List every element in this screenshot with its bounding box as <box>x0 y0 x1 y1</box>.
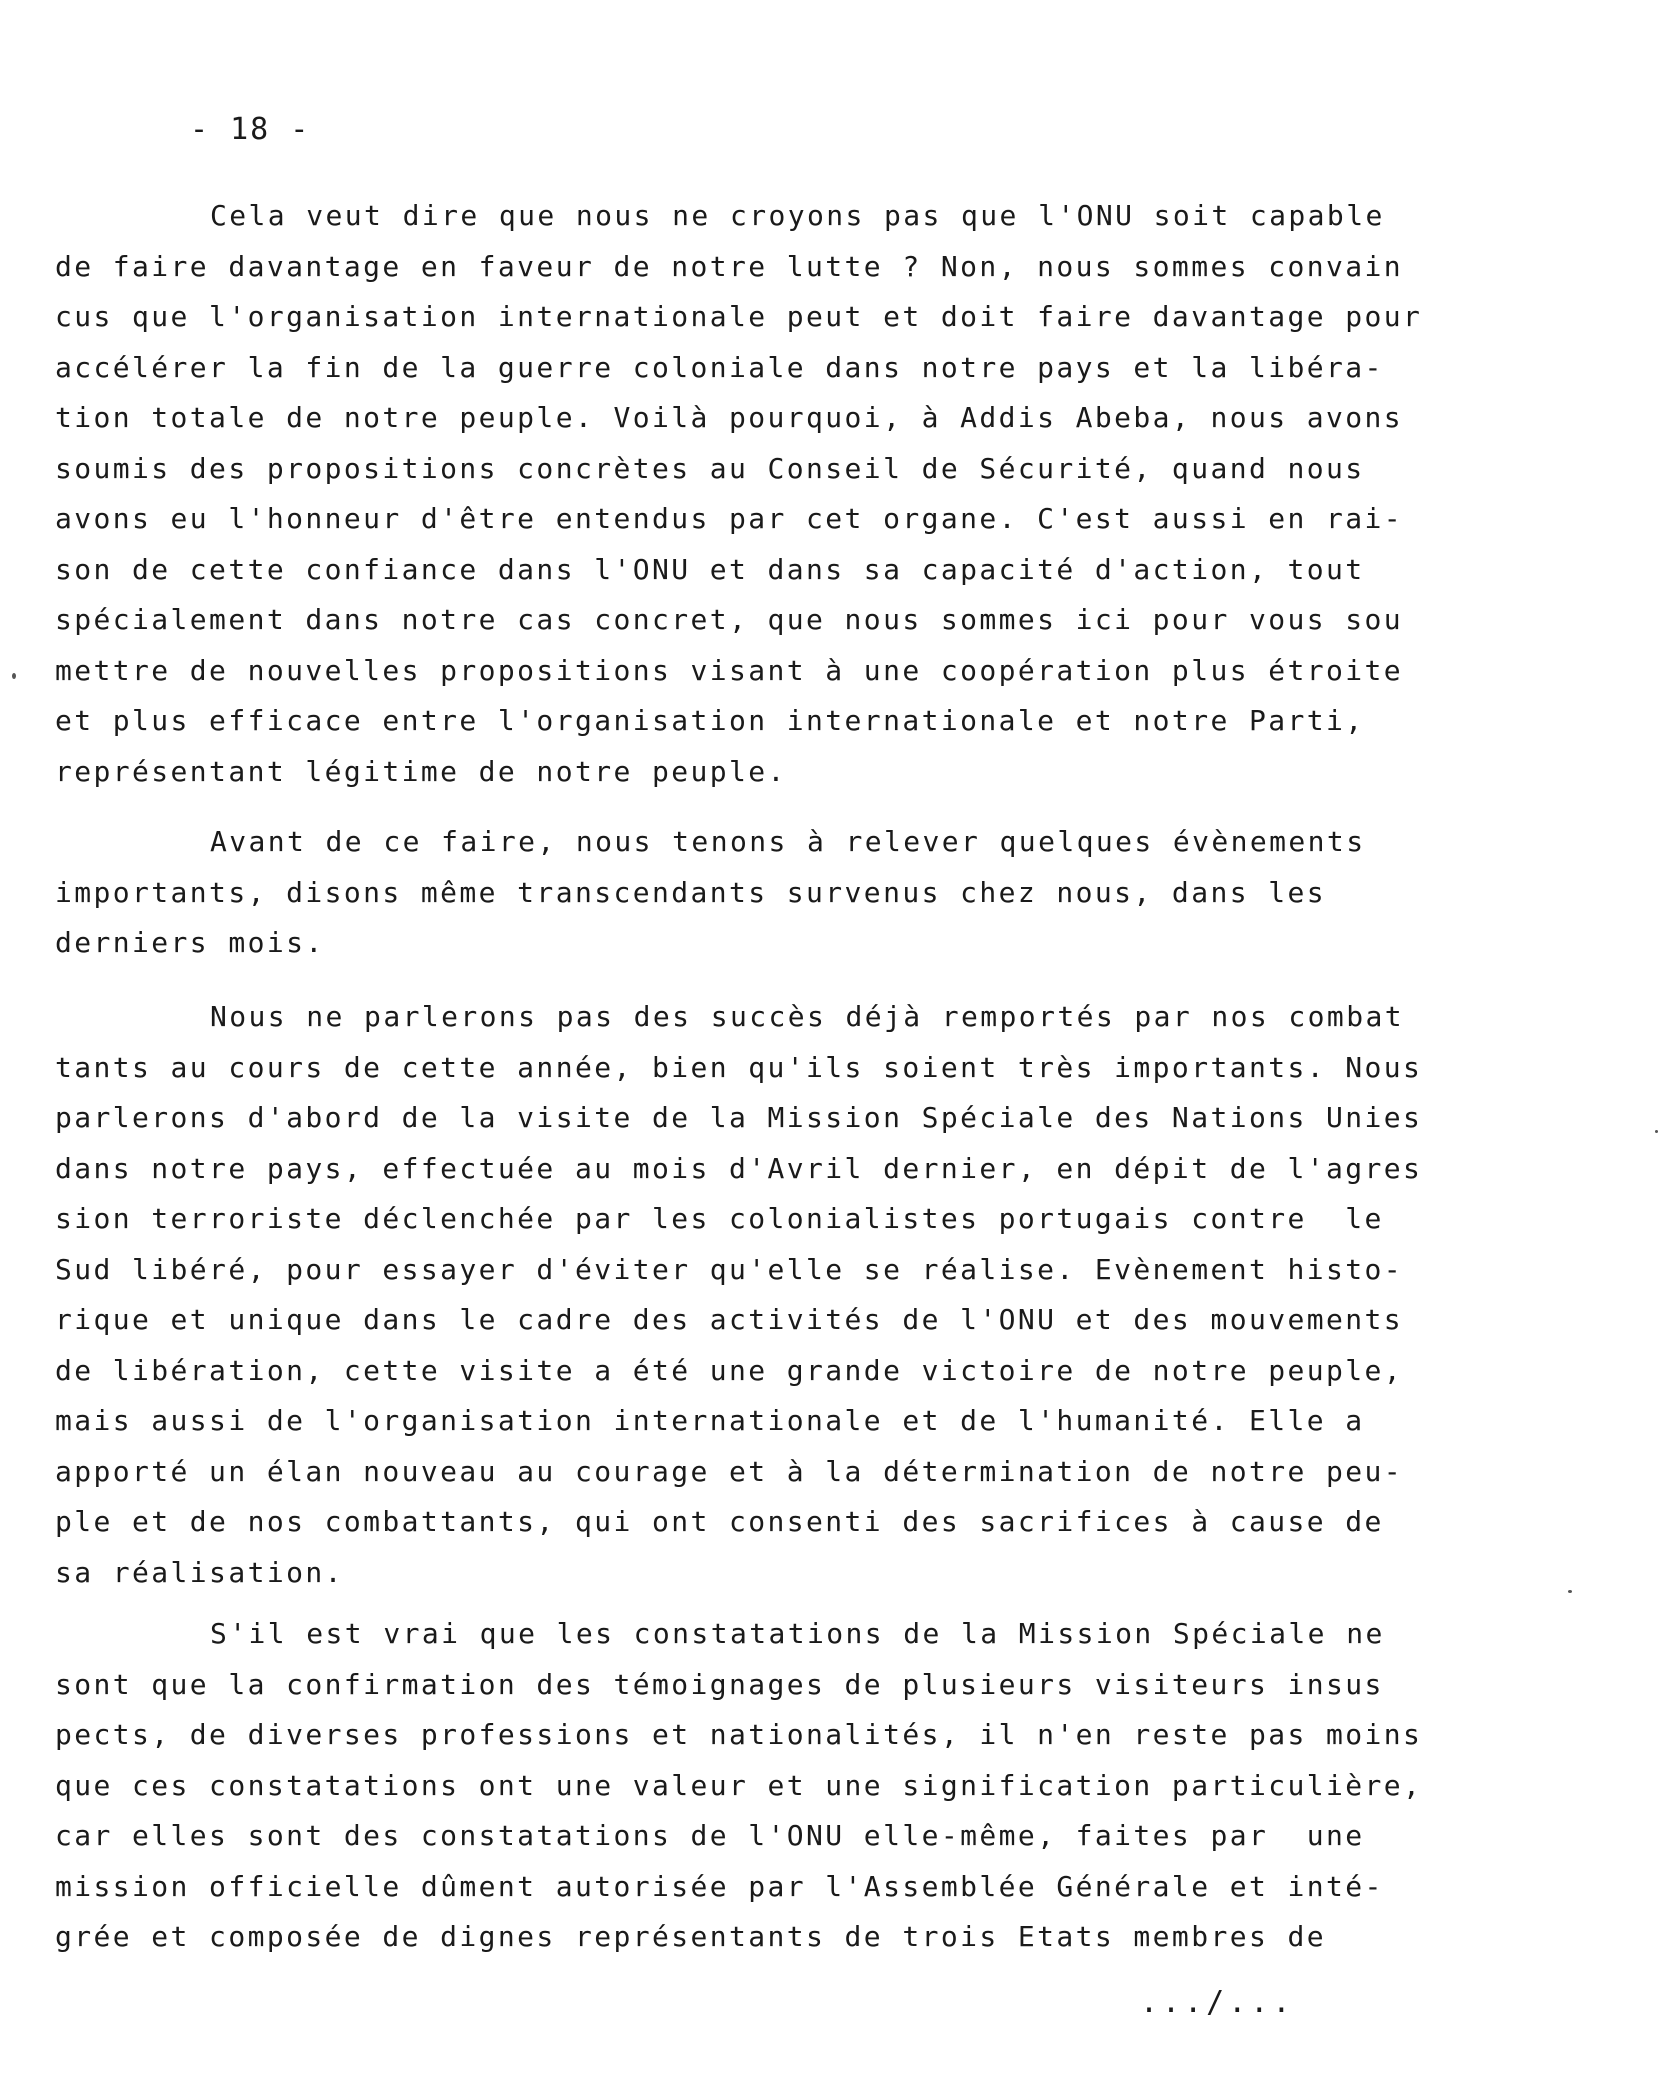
text-line: sont que la confirmation des témoignages de plusieurs visiteurs insus <box>55 1667 1384 1701</box>
text-line: tants au cours de cette année, bien qu'ils soient très importants. Nous <box>55 1050 1423 1084</box>
text-line: ple et de nos combattants, qui ont consenti des sacrifices à cause de <box>55 1505 1384 1538</box>
paragraph-4 <box>55 1609 1445 1963</box>
text-line: Sud libéré, pour essayer d'éviter qu'elle se réalise. Evènement histo- <box>55 1252 1404 1286</box>
text-line: avons eu l'honneur d'être entendus par cet organe. C'est aussi en rai- <box>55 502 1404 535</box>
scan-speck <box>12 673 16 679</box>
text-line: Avant de ce faire, nous tenons à relever quelques évènements <box>210 825 1366 858</box>
text-line: car elles sont des constatations de l'ONU elle-même, faites par une <box>55 1819 1365 1852</box>
text-line: sion terroriste déclenchée par les colonialistes portugais contre le <box>55 1202 1384 1235</box>
text-line: tion totale de notre peuple. Voilà pourquoi, à Addis Abeba, nous avons <box>55 401 1404 434</box>
text-line: mettre de nouvelles propositions visant à une coopération plus étroite <box>55 653 1404 687</box>
continuation-mark: .../... <box>1140 1985 1295 2020</box>
text-line: soumis des propositions concrètes au Conseil de Sécurité, quand nous <box>55 451 1365 485</box>
paragraph-2 <box>55 817 1445 969</box>
text-line: Cela veut dire que nous ne croyons pas que l'ONU soit capable <box>210 199 1385 232</box>
text-line: et plus efficace entre l'organisation internationale et notre Parti, <box>55 704 1365 737</box>
text-line: parlerons d'abord de la visite de la Mission Spéciale des Nations Unies <box>55 1101 1423 1134</box>
text-line: représentant légitime de notre peuple. <box>55 754 787 788</box>
paragraph-1 <box>55 191 1445 797</box>
paragraph-3 <box>55 992 1445 1598</box>
scan-speck <box>1655 1130 1658 1133</box>
text-line: rique et unique dans le cadre des activités de l'ONU et des mouvements <box>55 1303 1404 1336</box>
text-line: apporté un élan nouveau au courage et à la détermination de notre peu- <box>55 1454 1404 1488</box>
text-line: pects, de diverses professions et nationalités, il n'en reste pas moins <box>55 1718 1423 1751</box>
text-line: mais aussi de l'organisation internationale et de l'humanité. Elle a <box>55 1404 1365 1437</box>
text-line: que ces constatations ont une valeur et une signification particulière, <box>55 1768 1423 1802</box>
text-line: Nous ne parlerons pas des succès déjà remportés par nos combat <box>210 1000 1404 1033</box>
text-line: son de cette confiance dans l'ONU et dans sa capacité d'action, tout <box>55 552 1365 586</box>
text-line: accélérer la fin de la guerre coloniale dans notre pays et la libéra- <box>55 350 1384 384</box>
text-line: dans notre pays, effectuée au mois d'Avril dernier, en dépit de l'agres <box>55 1151 1423 1185</box>
text-line: sa réalisation. <box>55 1555 344 1589</box>
text-line: S'il est vrai que les constatations de la Mission Spéciale ne <box>210 1617 1385 1650</box>
text-line: mission officielle dûment autorisée par l'Assemblée Générale et inté- <box>55 1869 1384 1903</box>
text-line: spécialement dans notre cas concret, que nous sommes ici pour vous sou <box>55 603 1404 636</box>
scan-speck <box>1568 1590 1572 1593</box>
page-number: - 18 - <box>190 112 311 147</box>
text-line: grée et composée de dignes représentants de trois Etats membres de <box>55 1920 1326 1953</box>
text-line: importants, disons même transcendants survenus chez nous, dans les <box>55 875 1326 909</box>
text-line: cus que l'organisation internationale peut et doit faire davantage pour <box>55 300 1423 333</box>
text-line: de libération, cette visite a été une grande victoire de notre peuple, <box>55 1353 1404 1387</box>
text-line: derniers mois. <box>55 926 325 959</box>
text-line: de faire davantage en faveur de notre lutte ? Non, nous sommes convain <box>55 249 1404 283</box>
